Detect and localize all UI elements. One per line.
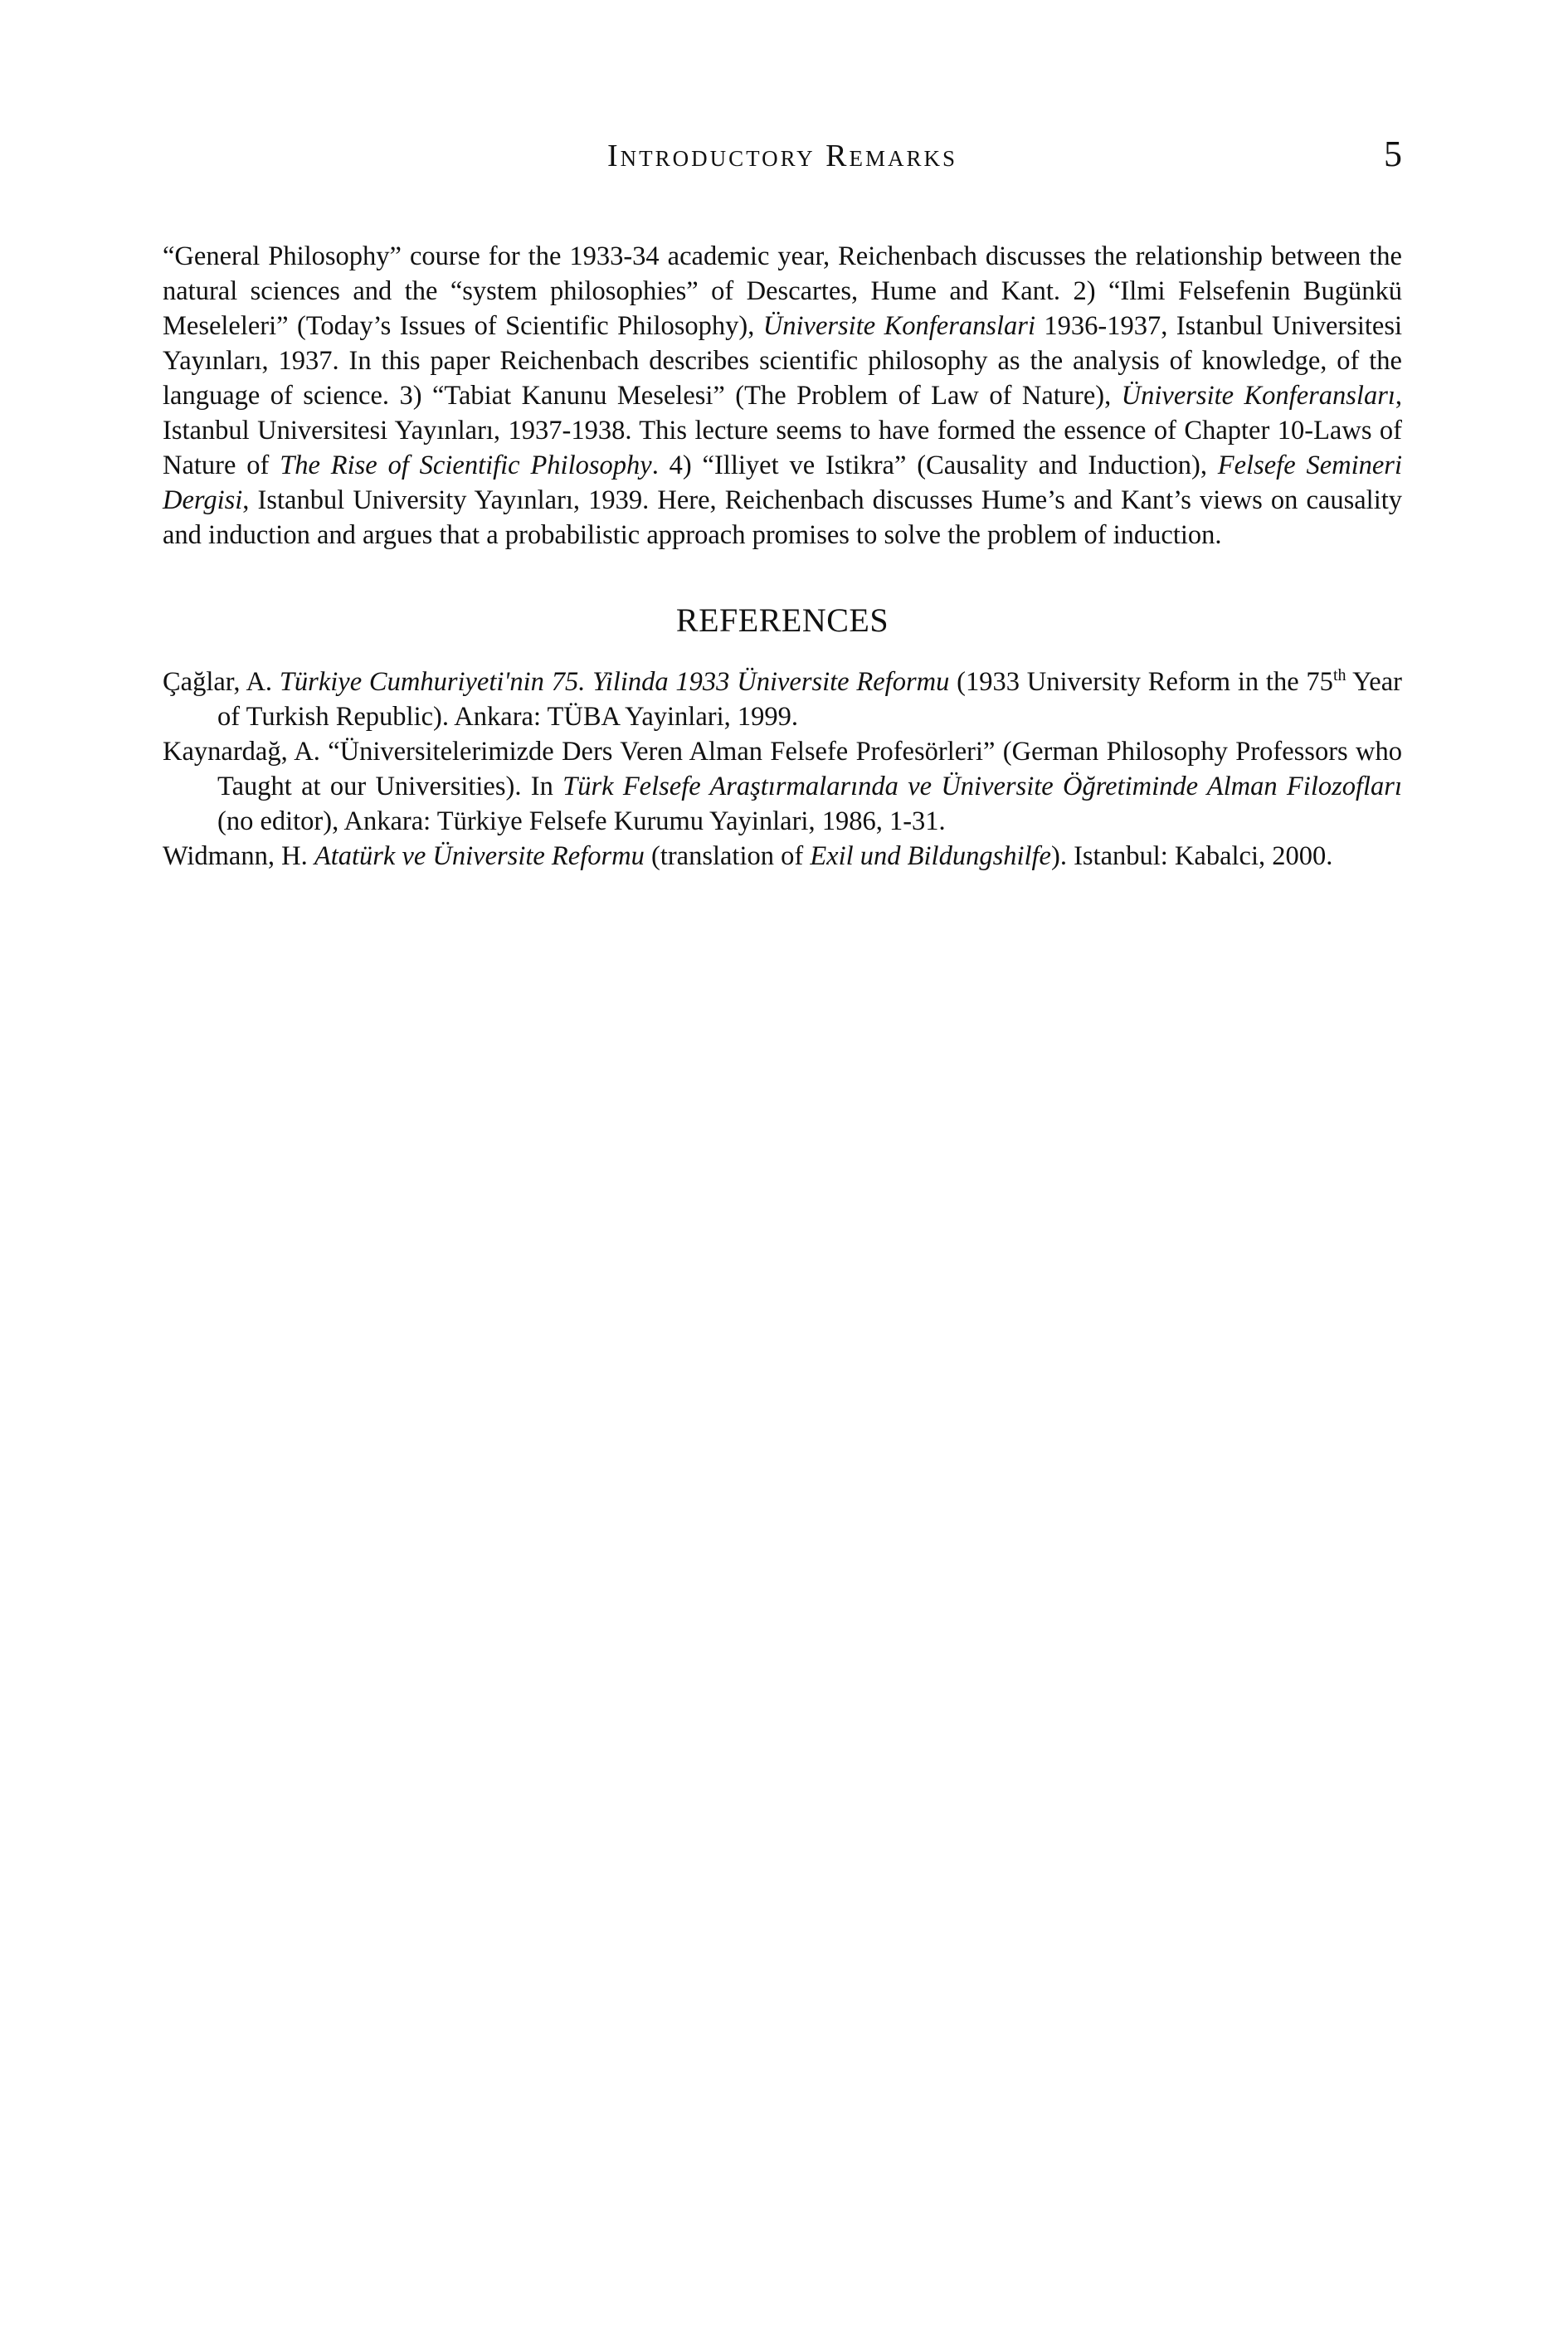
body-text: , Istanbul University Yayınları, 1939. Here, Reichenbach discusses Hume’s and Kant’s views on causality and induction and argues that a probabilistic approach promises to solve the problem of induction. bbox=[163, 485, 1402, 550]
body-text: “General Philosophy” course for the 1933-34 academic year, Reichenbach discusses the relationship between the natural sciences and the “system philosophies” of Descartes, Hume and Kant. 2) “Ilmi Felsefenin Bugünkü Meseleleri” (Today’s Issues of Scientific Philosophy), bbox=[163, 241, 1402, 341]
reference-text: Kaynardağ, A. “Üniversitelerimizde Ders Veren Alman Felsefe Profesörleri” (German Philosophy Professors who Taught at our Universities). In bbox=[163, 737, 1402, 801]
italic-title: Felsefe Semineri Dergisi bbox=[163, 450, 1402, 515]
reference-item bbox=[163, 734, 1402, 839]
reference-text: ). Istanbul: Kabalci, 2000. bbox=[1051, 841, 1333, 871]
running-header bbox=[163, 133, 1402, 179]
reference-title: Türk Felsefe Araştırmalarında ve Üniversite Öğretiminde Alman Filozofları bbox=[562, 772, 1402, 801]
body-text: , Istanbul Universitesi Yayınları, 1937-1938. This lecture seems to have formed the essence of Chapter 10-Laws of Nature of bbox=[163, 381, 1402, 480]
reference-text: Çağlar, A. bbox=[163, 667, 280, 697]
references-heading: REFERENCES bbox=[675, 601, 889, 639]
body-paragraph bbox=[163, 239, 1402, 553]
reference-text: Widmann, H. bbox=[163, 841, 314, 871]
reference-title: Exil und Bildungshilfe bbox=[810, 841, 1051, 871]
italic-title: The Rise of Scientific Philosophy bbox=[280, 450, 652, 480]
reference-title: Atatürk ve Üniversite Reformu bbox=[314, 841, 645, 871]
italic-title: Üniversite Konferanslari bbox=[762, 311, 1035, 341]
reference-title: Türkiye Cumhuriyeti'nin 75. Yilinda 1933 Üniversite Reformu bbox=[279, 667, 950, 697]
body-text: . 4) “Illiyet ve Istikra” (Causality and Induction), bbox=[651, 450, 1218, 480]
reference-text: (no editor), Ankara: Türkiye Felsefe Kurumu Yayinlari, 1986, 1-31. bbox=[217, 806, 946, 836]
document-page bbox=[163, 133, 1402, 874]
reference-text: Year of Turkish Republic). Ankara: TÜBA Yayinlari, 1999. bbox=[217, 667, 1402, 732]
body-text: 1936-1937, Istanbul Universitesi Yayınları, 1937. In this paper Reichenbach describes scientific philosophy as the analysis of knowledge, of the language of science. 3) “Tabiat Kanunu Meselesi” (The Problem of Law of Nature), bbox=[163, 311, 1402, 411]
references-list bbox=[163, 665, 1402, 874]
reference-item bbox=[163, 839, 1402, 874]
reference-item bbox=[163, 665, 1402, 734]
reference-text: (translation of bbox=[644, 841, 811, 871]
page-number: 5 bbox=[1384, 134, 1402, 174]
ordinal-superscript: th bbox=[1332, 666, 1346, 685]
reference-text: (1933 University Reform in the 75 bbox=[949, 667, 1333, 697]
italic-title: Üniversite Konferansları bbox=[1121, 381, 1395, 411]
running-title: Introductory Remarks bbox=[606, 139, 958, 173]
